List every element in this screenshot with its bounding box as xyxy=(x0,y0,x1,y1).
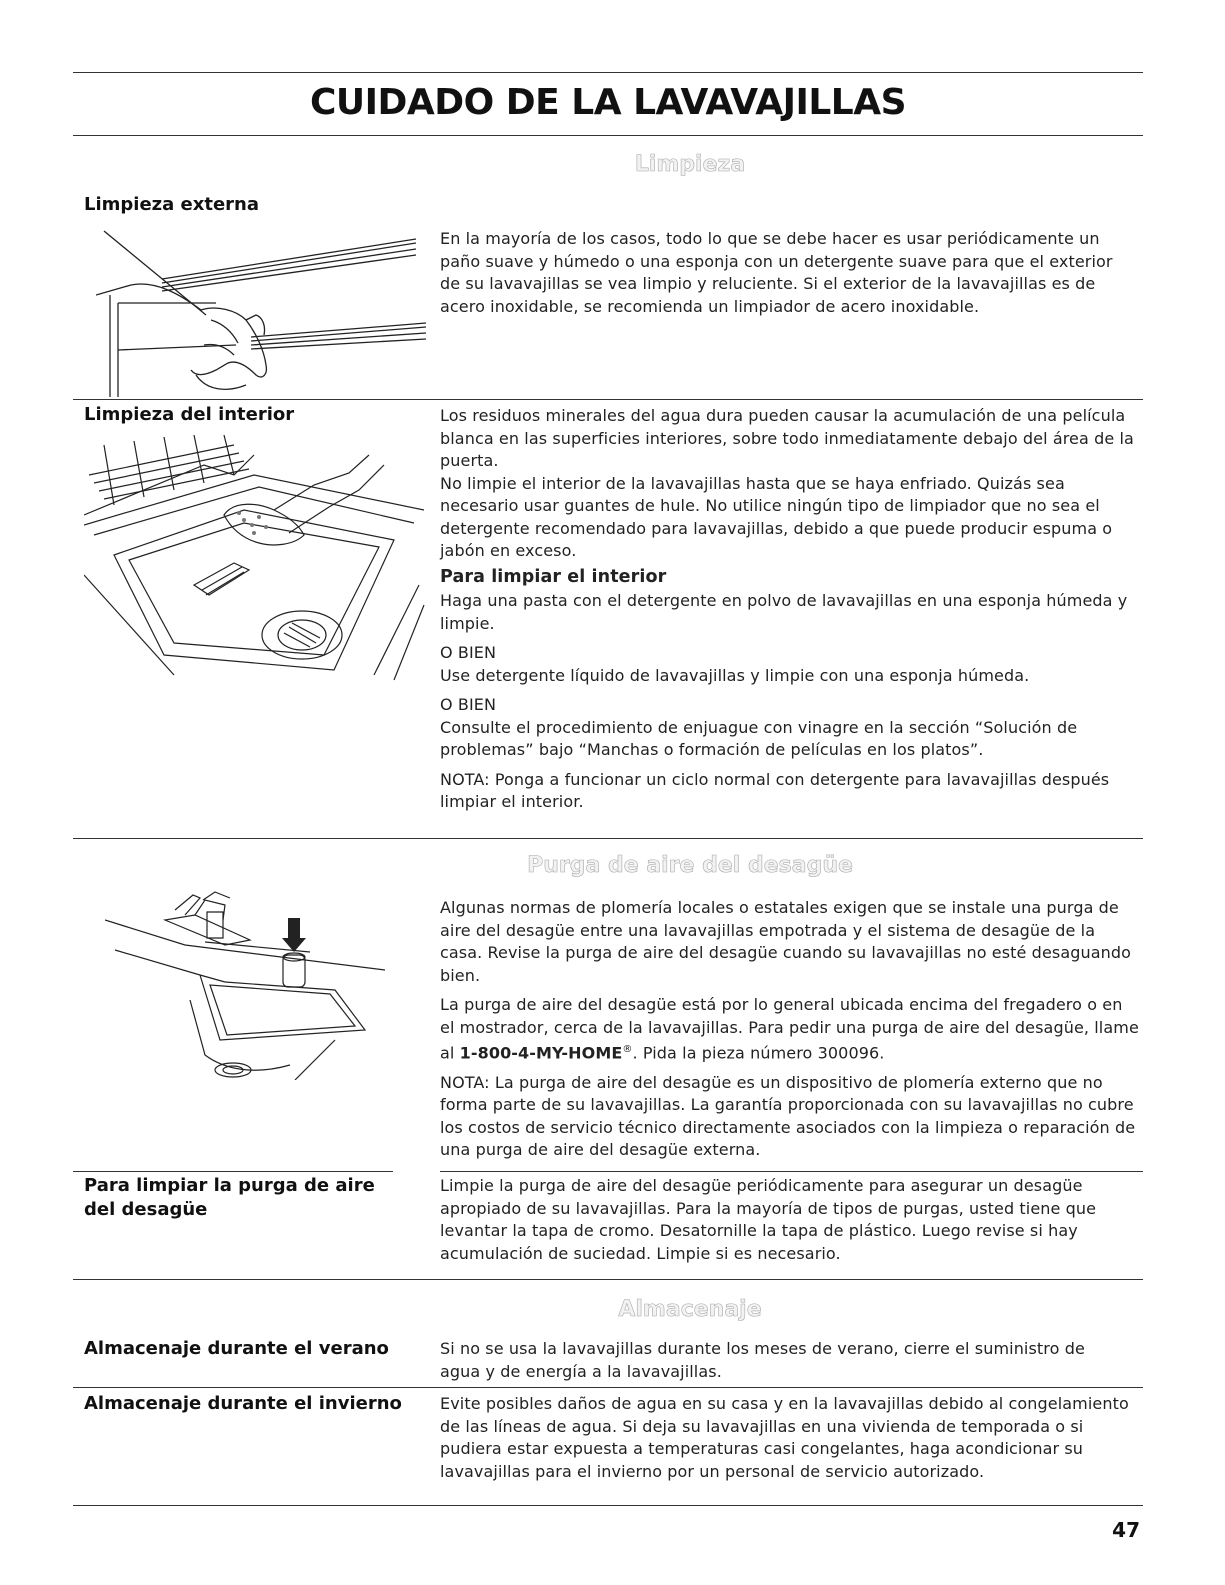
interior-note: NOTA: Ponga a funcionar un ciclo normal con detergente para lavavajillas después limpiar el interior. xyxy=(440,769,1110,811)
or-label-2: O BIEN xyxy=(440,695,497,714)
section-title-purga: Purga de aire del desagüe xyxy=(527,853,853,878)
section-title-almacenaje: Almacenaje xyxy=(618,1297,762,1322)
text-limpiar-purga: Limpie la purga de aire del desagüe periódicamente para asegurar un desagüe apropiado de su lavavajillas. Para la mayoría de tipos de purgas, usted tiene que levantar la tapa de cromo. Desatornille la tapa de plástico. Luego revise si hay acumulación de suciedad. Limpie si es necesario. xyxy=(440,1176,1097,1263)
divider-purga xyxy=(73,838,1143,839)
divider-almacenaje xyxy=(73,1279,1143,1280)
purga-paragraph-2-start: La purga de aire del desagüe está por lo general ubicada encima del fregadero o en el mostrador, cerca de la lavavajillas. Para pedir una purga de aire del desagüe, llame al xyxy=(440,995,1139,1063)
divider-limpiar-purga-right xyxy=(440,1171,1143,1172)
heading-limpiar-purga: Para limpiar la purga de aire del desagüe xyxy=(84,1175,375,1220)
title-rule xyxy=(73,135,1143,136)
text-limpieza-interior xyxy=(440,405,1140,821)
text-almacenaje-invierno: Evite posibles daños de agua en su casa y en la lavavajillas debido al congelamiento de las líneas de agua. Si deja su lavavajillas en una vivienda de temporada o si pudiera estar expuesta a temperaturas casi congelantes, haga acondicionar su lavavajillas para el invierno por un personal de servicio autorizado. xyxy=(440,1394,1129,1481)
heading-limpieza-interior: Limpieza del interior xyxy=(84,404,295,425)
divider-limpiar-purga xyxy=(73,1171,393,1172)
page-title: CUIDADO DE LA LAVAVAJILLAS xyxy=(309,82,907,123)
heading-almacenaje-verano: Almacenaje durante el verano xyxy=(84,1338,389,1359)
section-title-limpieza: Limpieza xyxy=(634,152,746,177)
text-limpieza-externa: En la mayoría de los casos, todo lo que se debe hacer es usar periódicamente un paño suave y húmedo o una esponja con un detergente suave para que el exterior de su lavavajillas se vea limpio y reluciente. Si el exterior de la lavavajillas es de acero inoxidable, se recomienda un limpiador de acero inoxidable. xyxy=(440,229,1113,316)
page-number: 47 xyxy=(1112,1518,1140,1542)
exterior-cleaning-illustration xyxy=(96,225,431,400)
purga-paragraph-2-end: . Pida la pieza número 300096. xyxy=(632,1043,885,1063)
air-gap-illustration xyxy=(105,890,395,1080)
interior-cleaning-illustration xyxy=(84,435,429,685)
text-purga xyxy=(440,897,1140,1169)
interior-paragraph-3: Haga una pasta con el detergente en polvo de lavavajillas en una esponja húmeda y limpie. xyxy=(440,591,1128,633)
interior-paragraph-5: Consulte el procedimiento de enjuague con vinagre en la sección “Solución de problemas” bajo “Manchas o formación de películas en los platos”. xyxy=(440,717,1078,759)
subheading-para-limpiar-interior: Para limpiar el interior xyxy=(440,566,667,587)
divider-invierno xyxy=(73,1387,1143,1388)
divider-interior xyxy=(73,399,1143,400)
purga-paragraph-2 xyxy=(440,994,1140,1065)
purga-paragraph-1: Algunas normas de plomería locales o estatales exigen que se instale una purga de aire del desagüe entre una lavavajillas empotrada y el sistema de desagüe de la casa. Revise la purga de aire del desagüe cuando su lavavajillas no esté desaguando bien. xyxy=(440,898,1132,985)
interior-paragraph-4: Use detergente líquido de lavavajillas y limpie con una esponja húmeda. xyxy=(440,665,1030,685)
or-label-1: O BIEN xyxy=(440,643,497,662)
top-rule xyxy=(73,72,1143,73)
interior-paragraph-1: Los residuos minerales del agua dura pueden causar la acumulación de una película blanca en las superficies interiores, sobre todo inmediatamente debajo del área de la puerta. xyxy=(440,406,1134,470)
registered-mark: ® xyxy=(622,1044,633,1055)
phone-number: 1-800-4-MY-HOME xyxy=(459,1043,623,1063)
bottom-rule xyxy=(73,1505,1143,1506)
purga-note: NOTA: La purga de aire del desagüe es un dispositivo de plomería externo que no forma parte de su lavavajillas. La garantía proporcionada con su lavavajillas no cubre los costos de servicio técnico directamente asociados con la limpieza o reparación de una purga de aire del desagüe externa. xyxy=(440,1072,1136,1160)
text-almacenaje-verano: Si no se usa la lavavajillas durante los meses de verano, cierre el suministro de agua y de energía a la lavavajillas. xyxy=(440,1339,1085,1381)
heading-almacenaje-invierno: Almacenaje durante el invierno xyxy=(84,1393,402,1414)
interior-paragraph-2: No limpie el interior de la lavavajillas hasta que se haya enfriado. Quizás sea necesario usar guantes de hule. No utilice ningún tipo de limpiador que no sea el detergente recomendado para lavavajillas, debido a que puede producir espuma o jabón en exceso. xyxy=(440,473,1113,560)
heading-limpieza-externa: Limpieza externa xyxy=(84,194,260,215)
